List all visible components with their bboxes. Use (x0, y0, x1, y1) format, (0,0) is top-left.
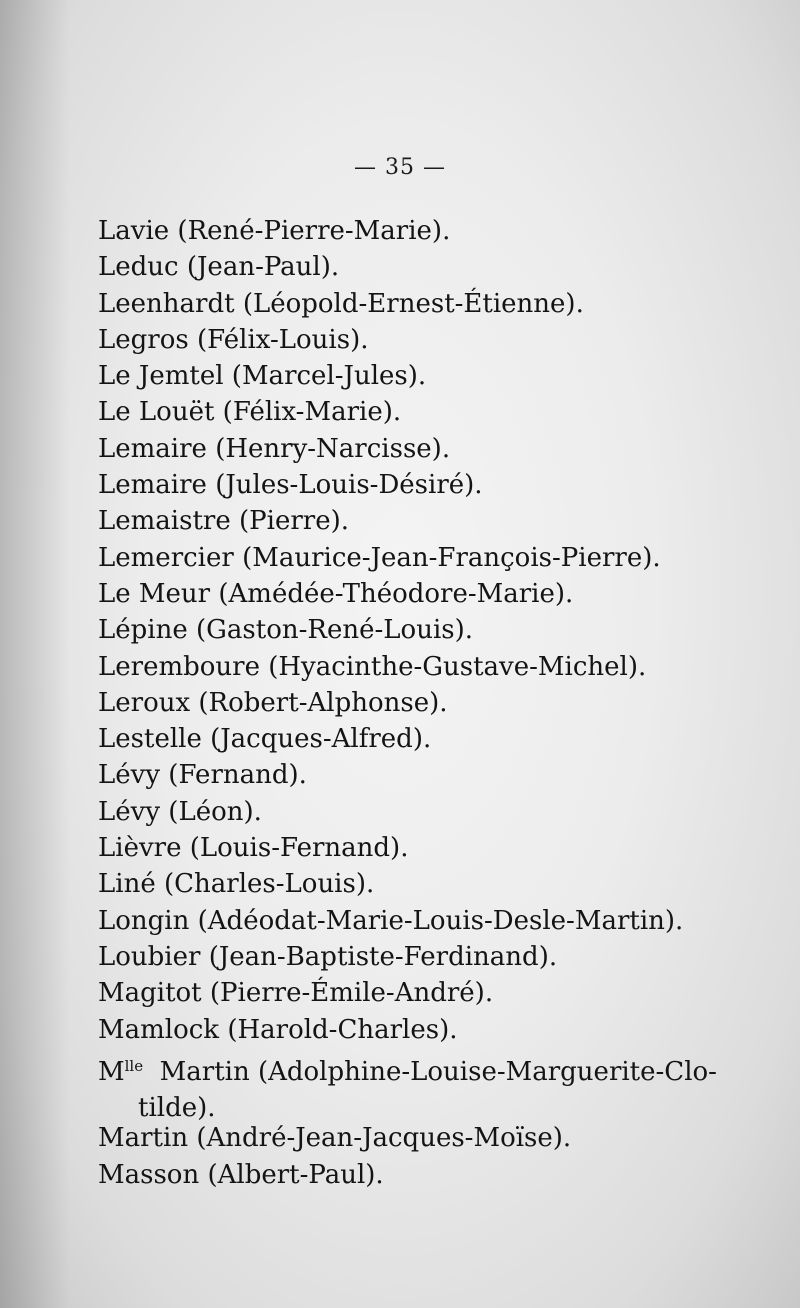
list-item-martin-adolphine (98, 1048, 718, 1124)
list-item: Le Louët (Félix-Marie). (98, 397, 402, 428)
list-item: Lièvre (Louis-Fernand). (98, 833, 409, 864)
list-item: Leremboure (Hyacinthe-Gustave-Michel). (98, 651, 647, 682)
list-item: Leroux (Robert-Alphonse). (98, 687, 448, 718)
list-item: Masson (Albert-Paul). (98, 1159, 384, 1190)
list-item: Lemaistre (Pierre). (98, 506, 349, 537)
list-item: Legros (Félix-Louis). (98, 324, 369, 355)
list-item: Leenhardt (Léopold-Ernest-Étienne). (98, 288, 584, 319)
list-item: Le Meur (Amédée-Théodore-Marie). (98, 578, 574, 609)
list-item: Lestelle (Jacques-Alfred). (98, 724, 432, 755)
list-item: Lemaire (Jules-Louis-Désiré). (98, 470, 483, 501)
list-item: Lavie (René-Pierre-Marie). (98, 216, 451, 246)
list-item: Lévy (Fernand). (98, 760, 307, 791)
list-item: Lemaire (Henry-Narcisse). (98, 433, 451, 464)
list-item: Martin (André-Jean-Jacques-Moïse). (98, 1123, 572, 1154)
entry-line-2: tilde). (138, 1093, 216, 1124)
list-item: Lévy (Léon). (98, 796, 262, 827)
page-number: — 35 — (354, 155, 446, 180)
honorific (98, 1057, 143, 1087)
honorific-main: M (98, 1056, 125, 1087)
list-item: Lemercier (Maurice-Jean-François-Pierre). (98, 542, 661, 573)
entry-line-1: Martin (Adolphine-Louise-Marguerite-Clo- (159, 1056, 717, 1087)
list-item: Lépine (Gaston-René-Louis). (98, 615, 474, 646)
list-item: Magitot (Pierre-Émile-André). (98, 978, 494, 1009)
list-item: Liné (Charles-Louis). (98, 869, 375, 900)
page-gutter-shadow (0, 0, 70, 1308)
list-item: Loubier (Jean-Baptiste-Ferdinand). (98, 941, 558, 972)
name-list (98, 213, 718, 1193)
honorific-sup: lle (124, 1056, 144, 1075)
list-item: Leduc (Jean-Paul). (98, 252, 340, 283)
list-item: Le Jemtel (Marcel-Jules). (98, 361, 427, 392)
list-item: Mamlock (Harold-Charles). (98, 1014, 458, 1045)
list-item: Longin (Adéodat-Marie-Louis-Desle-Martin). (98, 905, 684, 936)
